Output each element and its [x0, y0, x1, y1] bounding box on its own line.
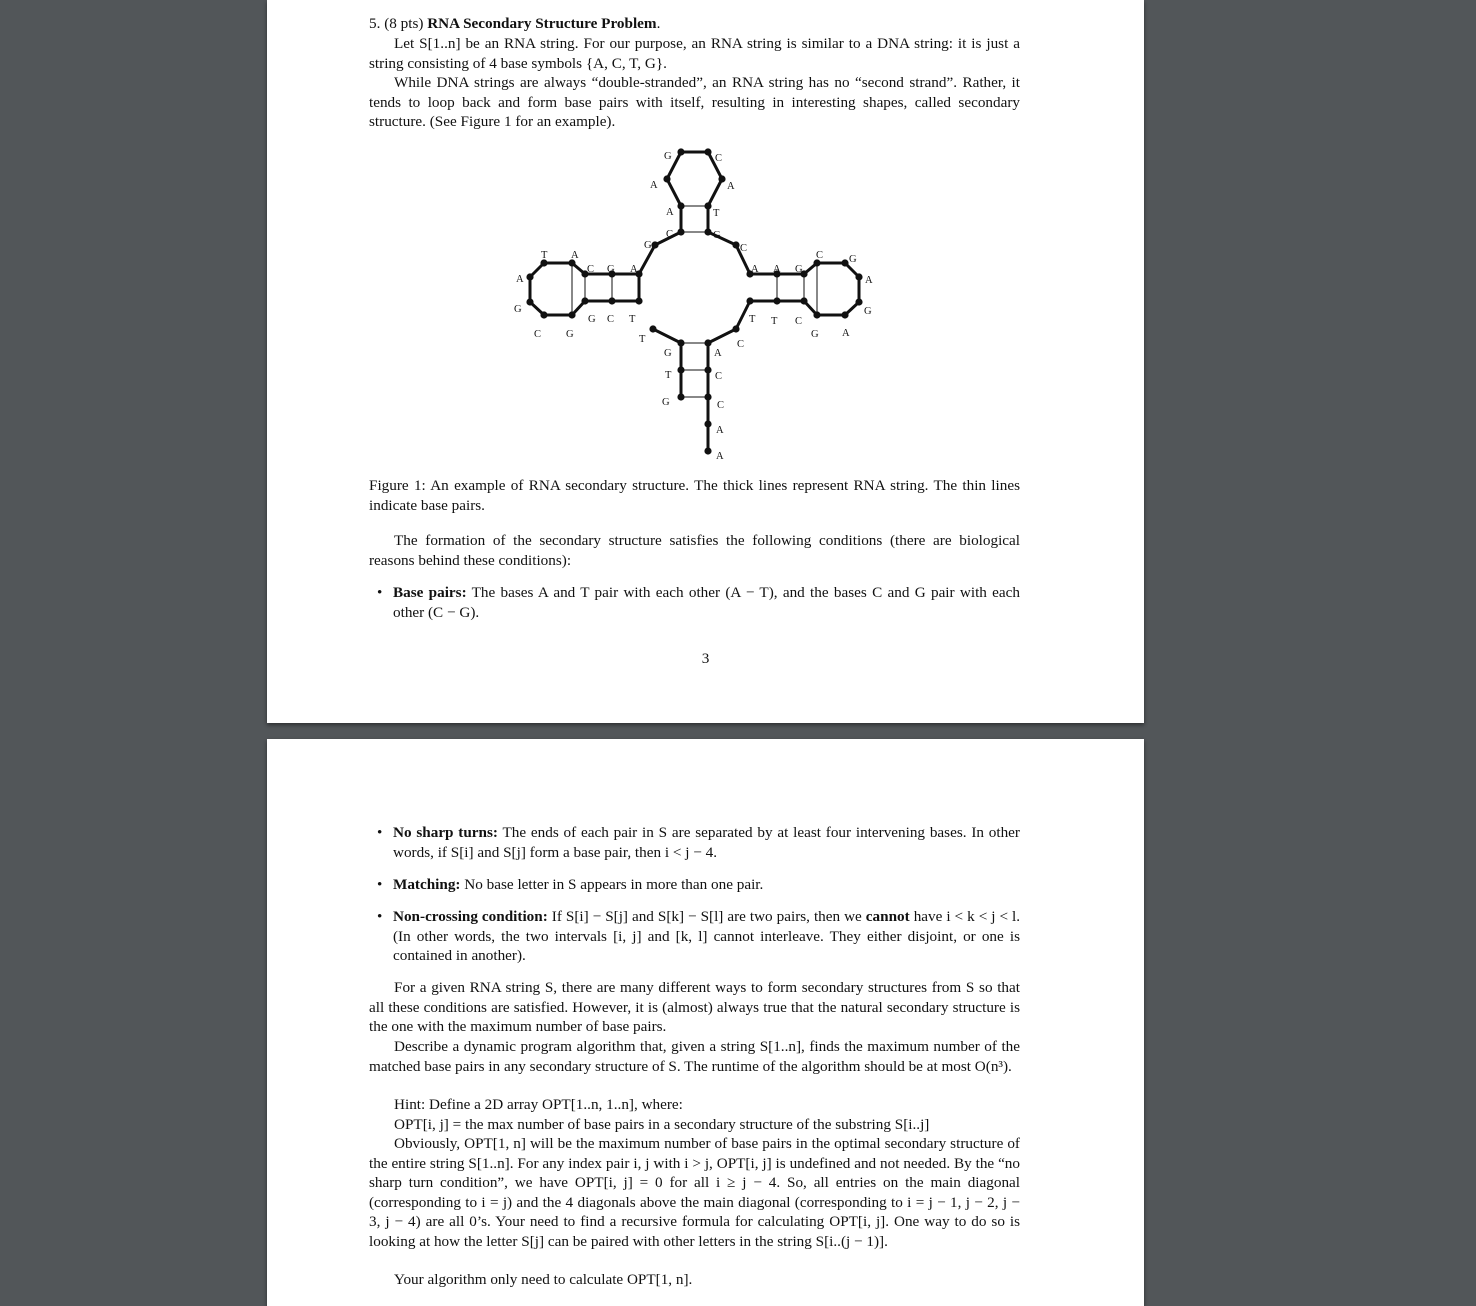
base-label: T: [749, 314, 756, 325]
base-label: G: [607, 264, 615, 275]
base-node: [677, 393, 684, 400]
base-node: [732, 325, 739, 332]
base-label: A: [630, 264, 638, 275]
base-label: C: [715, 371, 723, 382]
figure-caption: Figure 1: An example of RNA secondary structure. The thick lines represent RNA string. The thin lines indicate base pairs.: [369, 477, 1020, 514]
base-node: [841, 259, 848, 266]
base-label: G: [664, 348, 672, 359]
page-number: 3: [701, 650, 710, 667]
base-node: [855, 298, 862, 305]
base-label: G: [713, 230, 721, 241]
paragraph-hint: Hint: Define a 2D array OPT[1..n, 1..n], where:: [394, 1096, 683, 1113]
bullet-no-sharp-turns: • No sharp turns: The ends of each pair in S are separated by at least four intervening bases. In other words, if S[i] and S[j] form a base pair, then i < j − 4.: [393, 823, 1020, 862]
base-label: T: [541, 250, 548, 261]
base-label: T: [665, 370, 672, 381]
secondary-structure-paragraph: While DNA strings are always “double-stranded”, an RNA string has no “second strand”. Rather, it tends to loop back and form base pairs with itself, resulting in interesting shapes, called secondary structure. (See Figure 1 for an example).: [369, 74, 1020, 130]
base-label: T: [713, 208, 720, 219]
base-label: G: [864, 306, 872, 317]
strand-segment: [530, 152, 859, 451]
base-label: C: [534, 329, 542, 340]
base-label: G: [849, 254, 857, 265]
base-label: A: [714, 348, 722, 359]
base-label: G: [664, 151, 672, 162]
base-node: [651, 241, 658, 248]
pdf-page-2: [267, 739, 1144, 1306]
base-label: C: [715, 153, 723, 164]
base-label: G: [795, 264, 803, 275]
base-label: C: [717, 400, 725, 411]
intro-paragraph: Let S[1..n] be an RNA string. For our purpose, an RNA string is similar to a DNA string: it is just a string consisting of 4 base symbols {A, C, T, G}.: [369, 35, 1020, 72]
paragraph-obviously: Obviously, OPT[1, n] will be the maximum number of base pairs in the optimal secondary structure of the entire string S[1..n]. For any index pair i, j with i > j, OPT[i, j] is undefined and not needed. By the “no sharp turn condition”, we have OPT[i, j] = 0 for all i ≥ j − 4. So, all entries on the main diagonal (corresponding to i = j) and the 4 diagonals above the main diagonal (corresponding to i = j − 1, j − 2, j − 3, j − 4) are all 0’s. Your need to find a recursive formula for calculating OPT[i, j]. One way to do so is looking at how the letter S[j] can be paired with other letters in the string S[i..(j − 1)].: [369, 1135, 1020, 1250]
base-label: A: [716, 451, 724, 462]
base-label: G: [588, 314, 596, 325]
base-node: [800, 297, 807, 304]
base-label: A: [716, 425, 724, 436]
base-node: [704, 228, 711, 235]
base-node: [732, 241, 739, 248]
base-node: [581, 297, 588, 304]
strand-segment: [653, 329, 681, 397]
base-node: [526, 298, 533, 305]
base-node: [608, 297, 615, 304]
base-nodes: [526, 148, 862, 454]
base-node: [540, 311, 547, 318]
base-node: [635, 297, 642, 304]
base-node: [773, 297, 780, 304]
base-label: C: [587, 264, 595, 275]
base-label: T: [639, 334, 646, 345]
base-node: [704, 366, 711, 373]
base-node: [813, 311, 820, 318]
problem-heading: 5. (8 pts) RNA Secondary Structure Problem.: [369, 15, 661, 32]
base-label: A: [650, 180, 658, 191]
base-label: G: [662, 397, 670, 408]
base-node: [746, 297, 753, 304]
base-label: A: [865, 275, 873, 286]
base-label: C: [666, 229, 674, 240]
base-label: A: [571, 250, 579, 261]
base-label: A: [842, 328, 850, 339]
base-labels: [514, 151, 873, 462]
base-label: T: [629, 314, 636, 325]
paragraph-describe: Describe a dynamic program algorithm that, given a string S[1..n], finds the maximum number of the matched base pairs in any secondary structure of S. The runtime of the algorithm should be at most O(n³).: [369, 1038, 1020, 1075]
problem-number: 5. (8 pts): [369, 15, 424, 32]
paragraph-many-ways: For a given RNA string S, there are many different ways to form secondary structures from S so that all these conditions are satisfied. However, it is (almost) always true that the natural secondary structure is the one with the maximum number of base pairs.: [369, 979, 1020, 1035]
base-label: C: [795, 316, 803, 327]
base-label: G: [811, 329, 819, 340]
rna-strand: [530, 152, 859, 451]
base-label: T: [771, 316, 778, 327]
base-node: [704, 420, 711, 427]
base-node: [568, 311, 575, 318]
base-label: G: [514, 304, 522, 315]
base-label: C: [816, 250, 824, 261]
base-node: [704, 447, 711, 454]
base-label: A: [751, 264, 759, 275]
base-node: [677, 339, 684, 346]
base-node: [677, 228, 684, 235]
conditions-intro: The formation of the secondary structure satisfies the following conditions (there are biological reasons behind these conditions):: [369, 532, 1020, 569]
base-label: C: [740, 243, 748, 254]
base-label: G: [566, 329, 574, 340]
base-label: C: [737, 339, 745, 350]
base-node: [704, 202, 711, 209]
base-node: [677, 366, 684, 373]
base-label: C: [607, 314, 615, 325]
base-label: A: [666, 207, 674, 218]
base-label: G: [644, 240, 652, 251]
base-node: [855, 273, 862, 280]
paragraph-final: Your algorithm only need to calculate OPT[1, n].: [394, 1271, 693, 1288]
base-node: [677, 148, 684, 155]
base-node: [704, 339, 711, 346]
base-node: [704, 393, 711, 400]
opt-definition: OPT[i, j] = the max number of base pairs in a secondary structure of the substring S[i..j]: [394, 1116, 930, 1133]
base-node: [841, 311, 848, 318]
base-node: [649, 325, 656, 332]
base-node: [526, 273, 533, 280]
base-label: A: [773, 264, 781, 275]
base-label: A: [516, 274, 524, 285]
base-node: [718, 175, 725, 182]
base-label: A: [727, 181, 735, 192]
bullet-non-crossing: • Non-crossing condition: If S[i] − S[j] and S[k] − S[l] are two pairs, then we cannot have i < k < j < l. (In other words, the two intervals [i, j] and [k, l] cannot interleave. They either disjoint, or one is contained in another).: [393, 907, 1020, 966]
rna-structure-figure: [267, 135, 1144, 465]
base-node: [677, 202, 684, 209]
base-node: [704, 148, 711, 155]
pdf-page-1: [267, 0, 1144, 723]
bullet-base-pairs: • Base pairs: The bases A and T pair with each other (A − T), and the bases C and G pair with each other (C − G).: [393, 583, 1020, 622]
problem-title: RNA Secondary Structure Problem: [427, 15, 657, 32]
bullet-matching: • Matching: No base letter in S appears in more than one pair.: [393, 875, 1020, 895]
base-node: [663, 175, 670, 182]
